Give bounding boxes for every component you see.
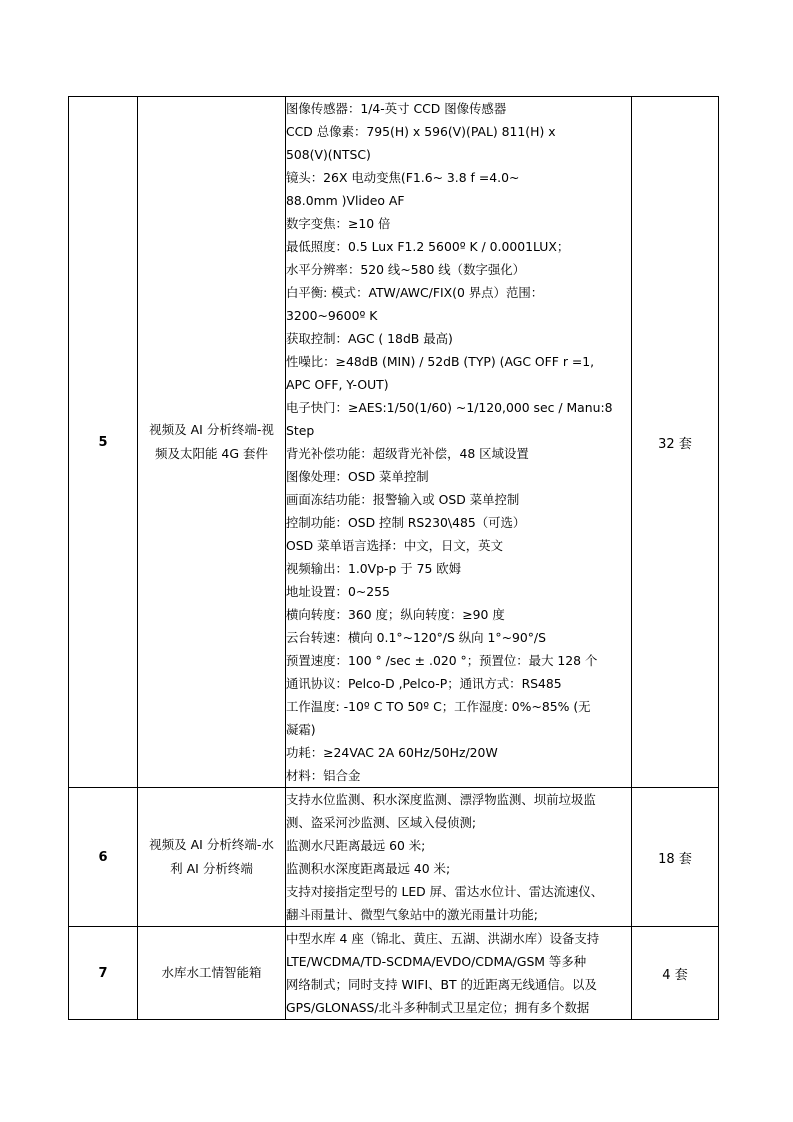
spec-line: 支持水位监测、积水深度监测、漂浮物监测、坝前垃圾监	[286, 792, 596, 807]
item-name-line: 视频及 AI 分析终端-水	[149, 837, 274, 852]
item-quantity: 32 套	[632, 97, 719, 788]
spec-line: 镜头：26X 电动变焦(F1.6~ 3.8 f =4.0~	[286, 170, 520, 185]
spec-line: LTE/WCDMA/TD-SCDMA/EVDO/CDMA/GSM 等多种	[286, 954, 587, 969]
row-number: 5	[69, 97, 138, 788]
table-row	[69, 788, 719, 927]
item-name-line: 视频及 AI 分析终端-视	[149, 422, 274, 437]
spec-line: 水平分辨率：520 线~580 线（数字强化）	[286, 262, 526, 277]
spec-line: 中型水库 4 座（锦北、黄庄、五湖、洪湖水库）设备支持	[286, 931, 600, 946]
spec-line: 材料：铝合金	[286, 768, 361, 783]
spec-line: 图像传感器：1/4-英寸 CCD 图像传感器	[286, 101, 507, 116]
item-quantity: 4 套	[632, 927, 719, 1020]
spec-line: APC OFF, Y-OUT)	[286, 377, 389, 392]
spec-line: 功耗：≥24VAC 2A 60Hz/50Hz/20W	[286, 745, 498, 760]
spec-line: 背光补偿功能：超级背光补偿，48 区域设置	[286, 446, 529, 461]
item-quantity: 18 套	[632, 788, 719, 927]
spec-line: 工作温度: -10º C TO 50º C；工作湿度: 0%~85% (无	[286, 699, 591, 714]
spec-line: GPS/GLONASS/北斗多种制式卫星定位；拥有多个数据	[286, 1000, 590, 1015]
spec-line: 3200~9600º K	[286, 308, 378, 323]
spec-line: 数字变焦：≥10 倍	[286, 216, 391, 231]
row-number: 6	[69, 788, 138, 927]
spec-line: 画面冻结功能：报警输入或 OSD 菜单控制	[286, 492, 520, 507]
spec-line: 电子快门：≥AES:1/50(1/60) ~1/120,000 sec / Manu:8	[286, 400, 613, 415]
spec-line: 获取控制：AGC ( 18dB 最高)	[286, 331, 453, 346]
spec-line: 地址设置：0~255	[286, 584, 390, 599]
spec-line: 最低照度：0.5 Lux F1.2 5600º K / 0.0001LUX；	[286, 239, 570, 254]
spec-line: 图像处理：OSD 菜单控制	[286, 469, 429, 484]
table-row	[69, 97, 719, 788]
spec-line: 视频输出：1.0Vp-p 于 75 欧姆	[286, 561, 462, 576]
item-spec	[286, 97, 632, 788]
spec-line: 凝霜)	[286, 722, 316, 737]
item-spec	[286, 927, 632, 1020]
spec-line: Step	[286, 423, 315, 438]
spec-line: 横向转度：360 度；纵向转度：≥90 度	[286, 607, 505, 622]
spec-line: 通讯协议：Pelco-D ,Pelco-P；通讯方式：RS485	[286, 676, 562, 691]
spec-line: 预置速度：100 ° /sec ± .020 °；预置位：最大 128 个	[286, 653, 598, 668]
spec-line: 支持对接指定型号的 LED 屏、雷达水位计、雷达流速仪、	[286, 884, 604, 899]
spec-line: 控制功能：OSD 控制 RS230\485（可选）	[286, 515, 526, 530]
item-name	[138, 788, 286, 927]
spec-line: 测、盗采河沙监测、区域入侵侦测;	[286, 815, 477, 830]
item-name-line: 频及太阳能 4G 套件	[154, 446, 269, 461]
table-row	[69, 927, 719, 1020]
spec-line: 网络制式；同时支持 WIFI、BT 的近距离无线通信。以及	[286, 977, 597, 992]
spec-line: 88.0mm )Vlideo AF	[286, 193, 405, 208]
spec-line: 云台转速：横向 0.1°~120°/S 纵向 1°~90°/S	[286, 630, 546, 645]
row-number: 7	[69, 927, 138, 1020]
spec-line: 508(V)(NTSC)	[286, 147, 371, 162]
equipment-spec-table	[68, 96, 719, 1020]
spec-line: 监测水尺距离最远 60 米;	[286, 838, 426, 853]
item-name-line: 水库水工情智能箱	[161, 965, 262, 980]
item-name	[138, 97, 286, 788]
spec-line: CCD 总像素：795(H) x 596(V)(PAL) 811(H) x	[286, 124, 556, 139]
spec-line: OSD 菜单语言选择：中文，日文，英文	[286, 538, 503, 553]
spec-line: 白平衡: 模式：ATW/AWC/FIX(0 界点）范围：	[286, 285, 544, 300]
spec-line: 性噪比：≥48dB (MIN) / 52dB (TYP) (AGC OFF r =1,	[286, 354, 595, 369]
spec-line: 监测积水深度距离最远 40 米;	[286, 861, 451, 876]
item-name-line: 利 AI 分析终端	[170, 861, 253, 876]
item-spec	[286, 788, 632, 927]
item-name	[138, 927, 286, 1020]
spec-line: 翻斗雨量计、微型气象站中的激光雨量计功能;	[286, 907, 538, 922]
